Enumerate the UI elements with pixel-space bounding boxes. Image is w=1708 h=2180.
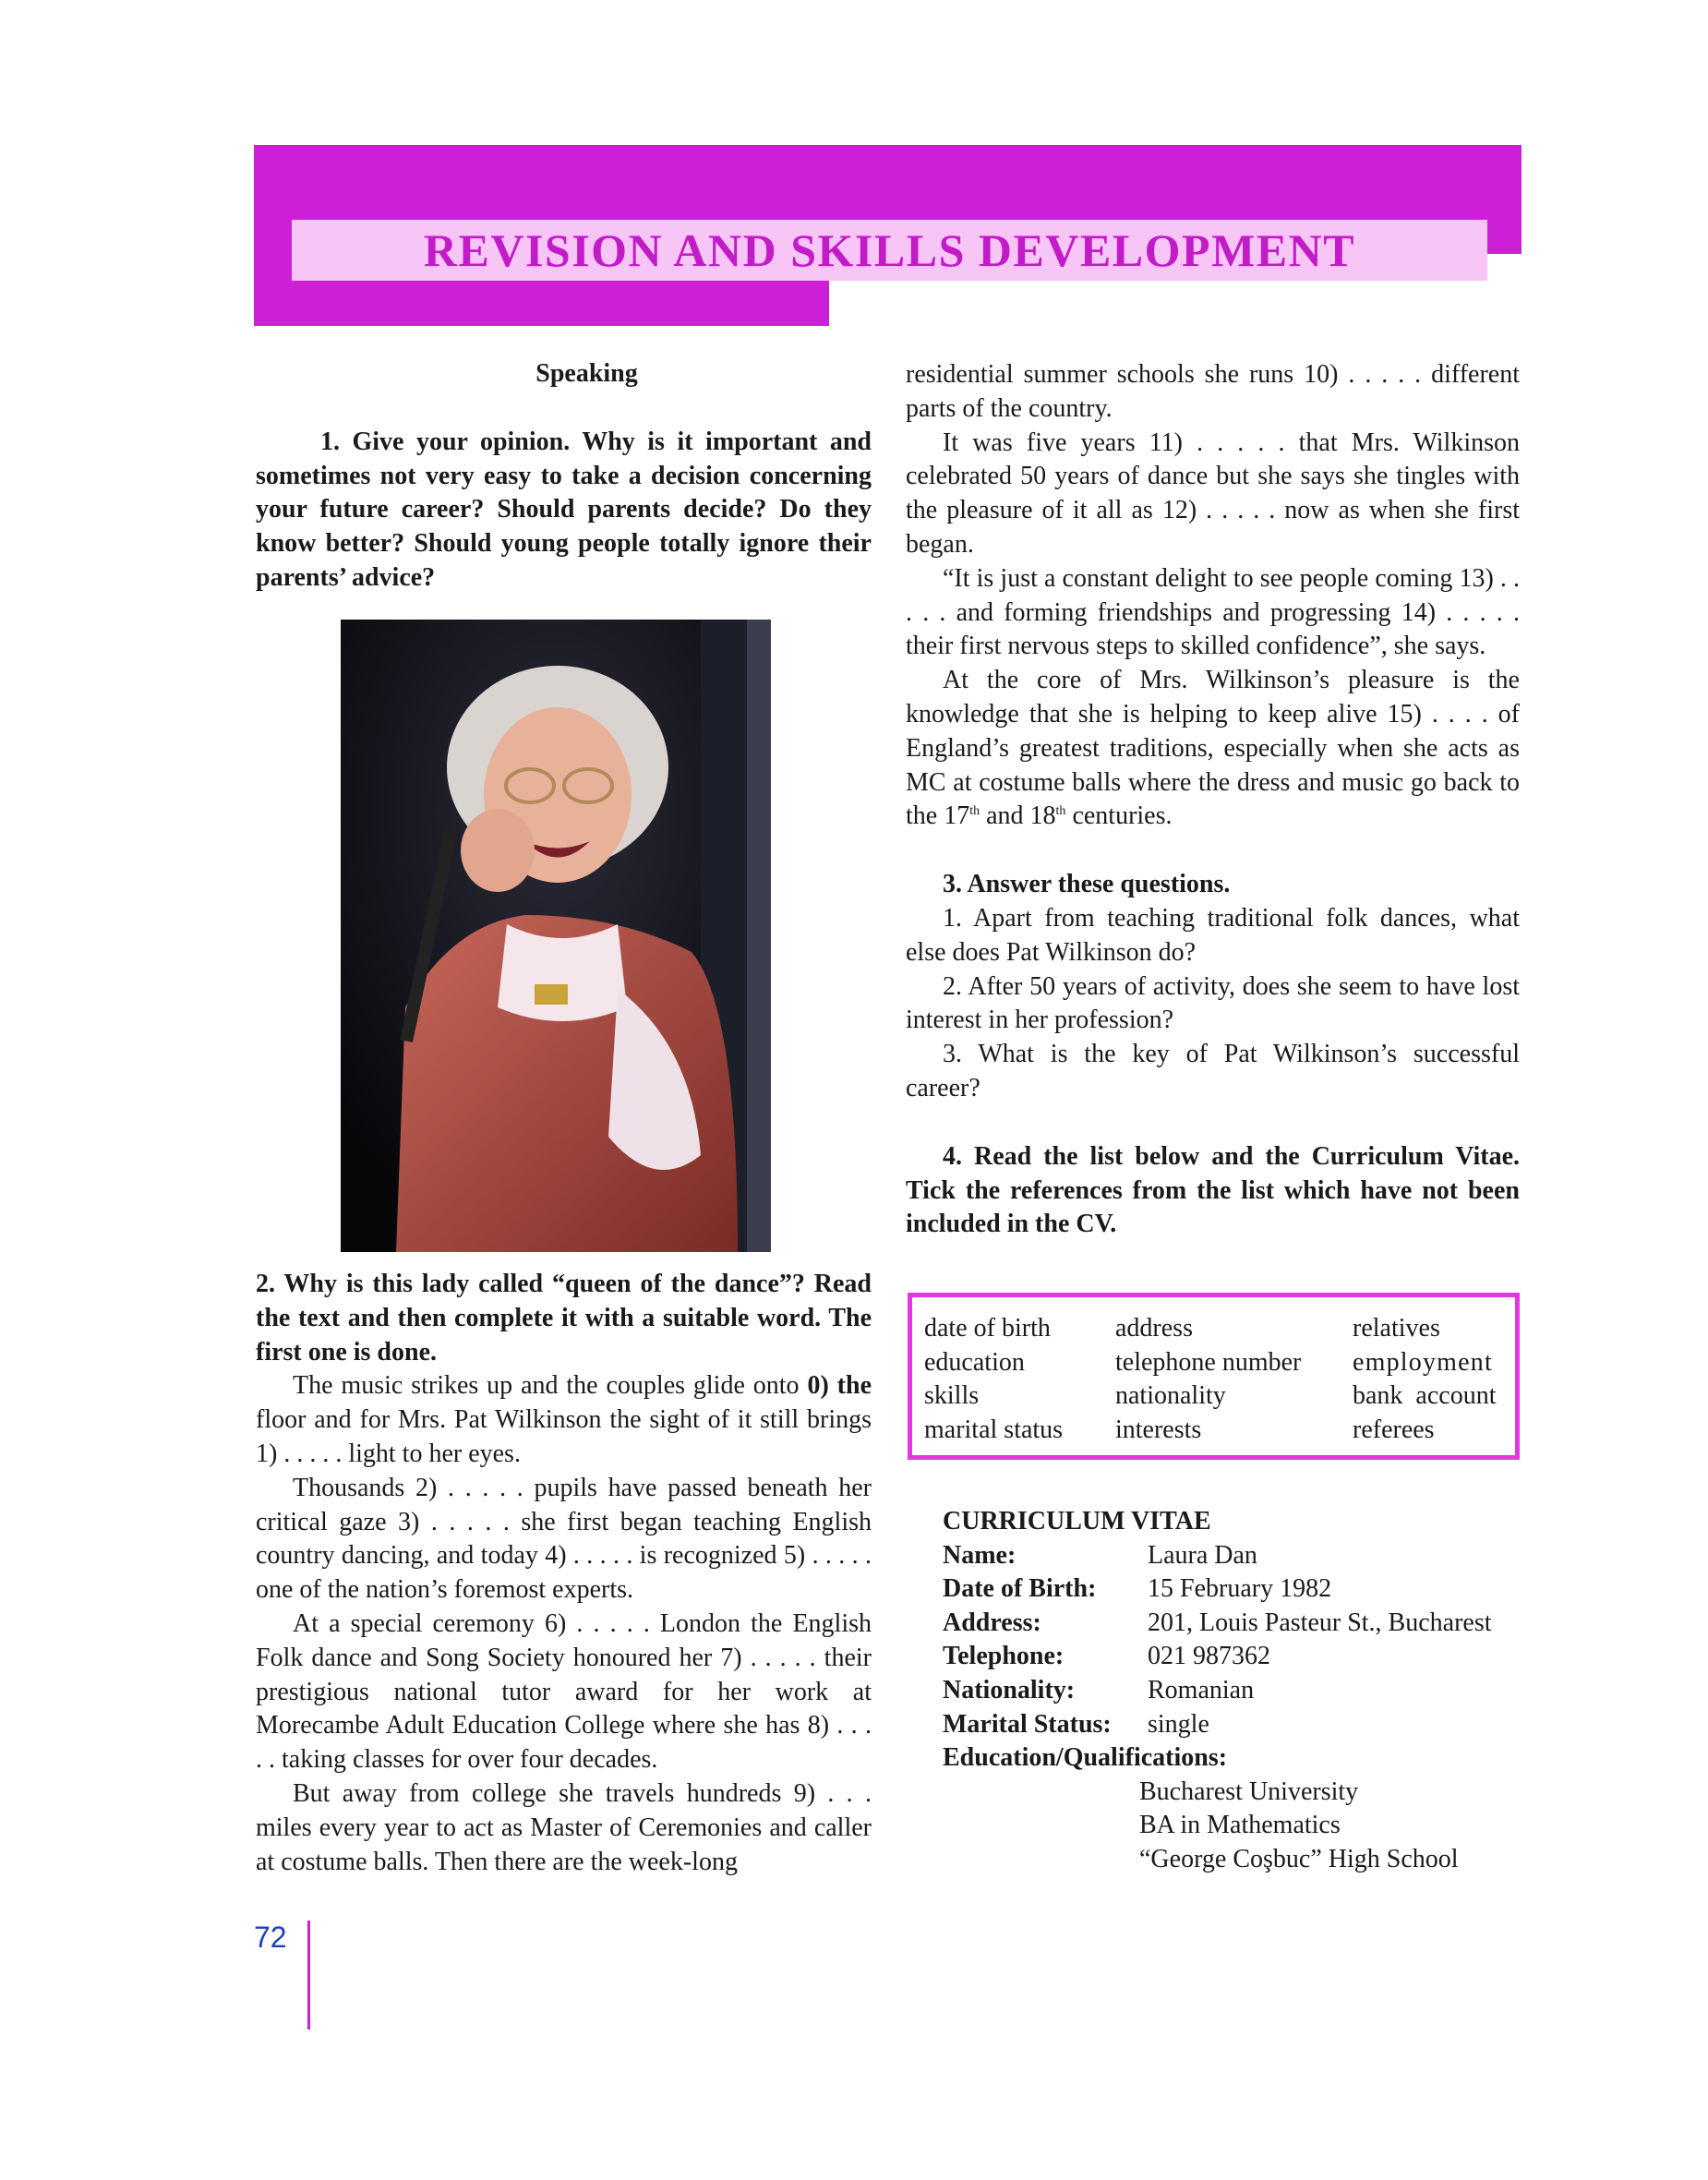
cv-value: Romanian — [1148, 1675, 1255, 1704]
superscript-th-2: th — [1055, 804, 1066, 819]
text-paragraph-7: “It is just a constant delight to see people coming 13) . . . . . and forming friendships and progressing 14) . . . . . their first nervous steps to skilled confidence”, she says. — [906, 563, 1520, 661]
text-paragraph-4: But away from college she travels hundreds 9) . . . miles every year to act as Master of Ceremonies and caller at costume balls. Then there are the week-long — [256, 1778, 872, 1876]
cv-row — [943, 1607, 1534, 1641]
cv-value: 15 February 1982 — [1148, 1574, 1332, 1604]
question-1: 1. Apart from teaching traditional folk dances, what else does Pat Wilkinson do? — [906, 903, 1520, 967]
cv-label: Date of Birth: — [943, 1574, 1097, 1604]
list-item: marital status — [924, 1415, 1064, 1444]
cv-value: single — [1148, 1709, 1209, 1739]
left-column-bottom — [256, 1268, 872, 1879]
cv-label: Nationality: — [943, 1675, 1076, 1704]
cv-label: Telephone: — [943, 1642, 1064, 1671]
question-2: 2. After 50 years of activity, does she seem to have lost interest in her profession? — [906, 971, 1520, 1035]
page-title: REVISION AND SKILLS DEVELOPMENT — [423, 224, 1356, 276]
cv-label: Address: — [943, 1608, 1041, 1637]
list-item: referees — [1353, 1415, 1435, 1444]
text-paragraph-1-start: The music strikes up and the couples glide onto — [293, 1371, 808, 1401]
cv-value: 021 987362 — [1148, 1642, 1270, 1671]
photo-dancer — [341, 620, 771, 1252]
reference-list — [924, 1312, 1515, 1447]
curriculum-vitae — [943, 1505, 1534, 1877]
list-item: telephone number — [1115, 1347, 1302, 1377]
cv-row — [943, 1539, 1534, 1573]
page-number-rule — [307, 1921, 310, 2029]
text-paragraph-5: residential summer schools she runs 10) . . . . . different parts of the country. — [906, 360, 1520, 423]
left-column-top — [256, 357, 872, 596]
speaking-heading: Speaking — [535, 359, 638, 388]
cv-education-item: Bucharest University — [1139, 1777, 1359, 1806]
cv-education-item: “George Coşbuc” High School — [1139, 1844, 1459, 1873]
page-number: 72 — [254, 1921, 287, 1954]
list-item: nationality — [1115, 1381, 1226, 1410]
text-paragraph-8-a: At the core of Mrs. Wilkinson’s pleasure is the knowledge that she is helping to keep alive 15) . . . . of England’s greatest traditions, especially when she acts as MC at costume balls where the dress and music go back to the 17 — [906, 666, 1520, 831]
text-paragraph-3: At a special ceremony 6) . . . . . London the English Folk dance and Song Society honoured her 7) . . . . . their prestigious national tutor award for her work at Morecambe Adult Education College where she has 8) . . . . . taking classes for over four decades. — [256, 1608, 872, 1775]
list-item: relatives — [1353, 1314, 1440, 1343]
text-paragraph-2: Thousands 2) . . . . . pupils have passed beneath her critical gaze 3) . . . . . she first began teaching English country dancing, and today 4) . . . . . is recognized 5) . . . . . one of the nation’s foremost experts. — [256, 1473, 872, 1605]
list-item: education — [924, 1347, 1025, 1377]
exercise-4: 4. Read the list below and the Curriculum Vitae. Tick the references from the list which have not been included in the CV. — [906, 1141, 1520, 1239]
cv-value: Laura Dan — [1148, 1540, 1257, 1570]
reference-list-box — [908, 1293, 1520, 1460]
exercise-3-heading: 3. Answer these questions. — [943, 870, 1231, 899]
list-item: employment — [1353, 1347, 1493, 1377]
text-paragraph-8-c: centuries. — [1065, 801, 1173, 831]
exercise-1: 1. Give your opinion. Why is it important and sometimes not very easy to take a decision concerning your future career? Should parents decide? Do they know better? Should young people totally ignore their parents’ advice? — [256, 427, 872, 592]
text-paragraph-6: It was five years 11) . . . . . that Mrs. Wilkinson celebrated 50 years of dance but she says she tingles with the pleasure of it all as 12) . . . . . now as when she first began. — [906, 428, 1520, 559]
list-item: date of birth — [924, 1314, 1051, 1343]
text-paragraph-1-example: 0) the — [807, 1371, 872, 1401]
cv-label: Marital Status: — [943, 1709, 1112, 1739]
text-paragraph-1-end: floor and for Mrs. Pat Wilkinson the sight of it still brings 1) . . . . . light to her eyes. — [256, 1405, 872, 1468]
cv-row — [943, 1572, 1534, 1607]
cv-education-label: Education/Qualifications: — [943, 1743, 1228, 1773]
text-paragraph-8 — [906, 664, 1520, 834]
list-item: interests — [1115, 1415, 1202, 1444]
text-paragraph-1 — [256, 1369, 872, 1471]
list-item: address — [1115, 1314, 1193, 1343]
list-item: skills — [924, 1381, 980, 1410]
cv-title: CURRICULUM VITAE — [943, 1507, 1211, 1536]
text-paragraph-8-b: and 18 — [980, 801, 1056, 831]
cv-row — [943, 1674, 1534, 1708]
cv-label: Name: — [943, 1540, 1016, 1570]
exercise-2: 2. Why is this lady called “queen of the dance”? Read the text and then complete it with a suitable word. The first one is done. — [256, 1270, 872, 1367]
right-column — [906, 358, 1520, 1242]
cv-row — [943, 1708, 1534, 1742]
cv-value: 201, Louis Pasteur St., Bucharest — [1148, 1608, 1492, 1637]
list-item: bank account — [1353, 1381, 1497, 1410]
header-title-box — [292, 220, 1487, 281]
superscript-th-1: th — [969, 804, 980, 819]
cv-row — [943, 1640, 1534, 1674]
cv-education-item: BA in Mathematics — [1139, 1811, 1341, 1840]
question-3: 3. What is the key of Pat Wilkinson’s successful career? — [906, 1040, 1520, 1102]
